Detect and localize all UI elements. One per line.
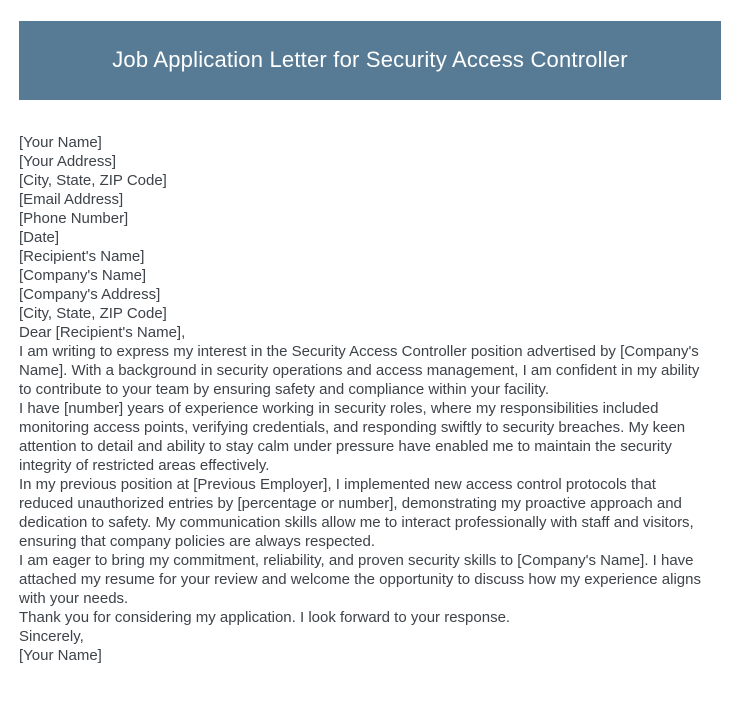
sender-line-city: [City, State, ZIP Code] [19, 172, 167, 189]
salutation: Dear [Recipient's Name], [19, 324, 186, 341]
page-title: Job Application Letter for Security Access Controller [112, 47, 628, 73]
sender-address-block [19, 133, 713, 247]
sender-line-email: [Email Address] [19, 191, 124, 208]
recipient-line-city: [City, State, ZIP Code] [19, 305, 167, 322]
sender-line-name: [Your Name] [19, 134, 102, 151]
body-paragraph-5: Thank you for considering my application. I look forward to your response. [19, 609, 511, 626]
body-paragraph-2: I have [number] years of experience working in security roles, where my responsibilities included monitoring access points, verifying credentials, and responding swiftly to security breaches. My keen attention to detail and ability to stay calm under pressure have enabled me to maintain the security integrity of restricted areas effectively. [19, 400, 686, 474]
recipient-address-block [19, 247, 713, 323]
document-title-banner [19, 21, 721, 100]
sender-line-address: [Your Address] [19, 153, 117, 170]
recipient-line-company: [Company's Name] [19, 267, 147, 284]
sender-line-date: [Date] [19, 229, 60, 246]
body-paragraph-4: I am eager to bring my commitment, reliability, and proven security skills to [Company's Name]. I have attached my resume for your review and welcome the opportunity to discuss how my experience aligns with your needs. [19, 552, 701, 607]
closing-salutation: Sincerely, [19, 628, 84, 645]
body-paragraph-3: In my previous position at [Previous Employer], I implemented new access control protocols that reduced unauthorized entries by [percentage or number], demonstrating my proactive approach and dedication to safety. My communication skills allow me to interact professionally with staff and visitors, ensuring that company policies are always respected. [19, 476, 694, 550]
letter-content [19, 133, 713, 665]
signature-name: [Your Name] [19, 647, 102, 664]
recipient-line-address: [Company's Address] [19, 286, 161, 303]
recipient-line-name: [Recipient's Name] [19, 248, 145, 265]
sender-line-phone: [Phone Number] [19, 210, 129, 227]
body-paragraph-1: I am writing to express my interest in the Security Access Controller position advertised by [Company's Name]. With a background in security operations and access management, I am confident in my ability to contribute to your team by ensuring safety and compliance within your facility. [19, 343, 700, 398]
